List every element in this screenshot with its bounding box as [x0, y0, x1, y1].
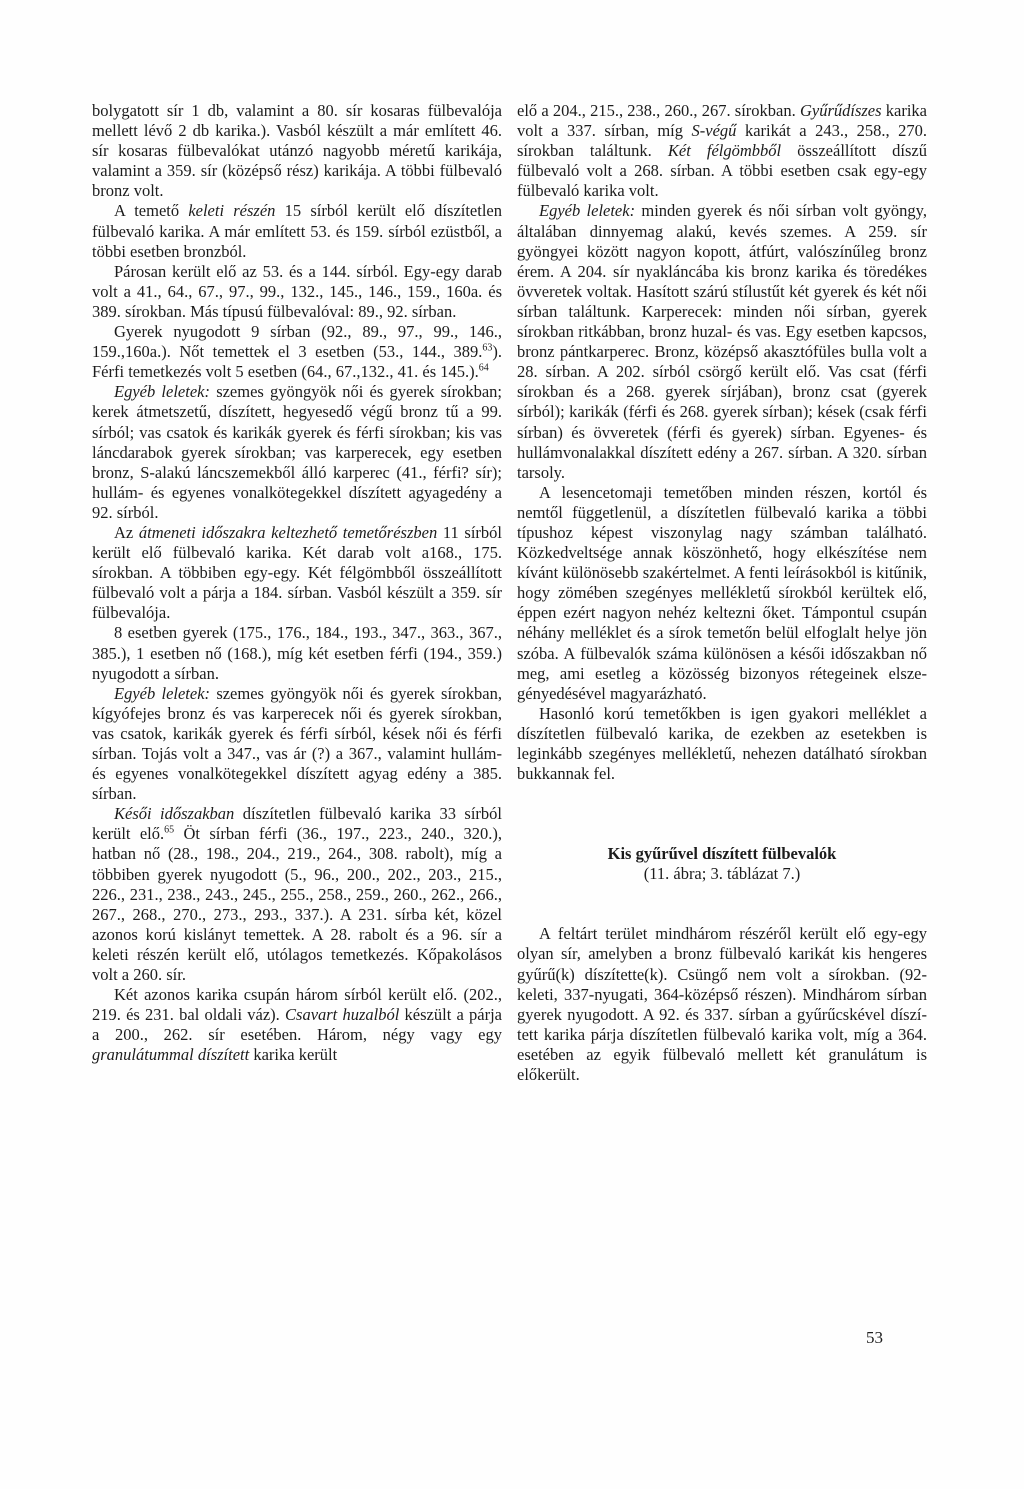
paragraph: Párosan került elő az 53. és a 144. sírból. Egy-egy darab volt a 41., 64., 67., 97., 99., 132., 145., 146., 159., 160a. és 389. sírokban. Más típusú fülbevalóval: 89., 92. sírban.	[92, 261, 502, 321]
footnote-ref[interactable]: 63	[482, 342, 493, 354]
spacer	[517, 884, 927, 924]
footnote-ref[interactable]: 65	[164, 824, 175, 836]
right-column	[517, 101, 927, 1085]
paragraph: Két azonos karika csupán három sírból került elő. (202., 219. és 231. bal oldali váz). Csavart huzalból készült a párja a 200., 262. sír esetében. Három, négy vagy egy granulátummal díszített karika került	[92, 985, 502, 1065]
section-reference: (11. ábra; 3. táblázat 7.)	[643, 864, 801, 884]
paragraph: bolygatott sír 1 db, valamint a 80. sír kosaras fülbevalója mellett lévő 2 db karika.). Vasból készült a már említett 46. sír kosaras fülbevalókat utánzó nagyobb méretű karikája, valamint a 359. sír (középső rész) karikája. A többi fülbevaló bronz volt.	[92, 101, 502, 201]
paragraph: Késői időszakban díszítetlen fülbevaló karika 33 sírból került elő.$^{65}$ Öt sírban férfi (36., 197., 223., 240., 320.), hatban nő (28., 198., 204., 219., 264., 308. rabolt), míg a többiben gyerek nyugodott (5., 96., 200., 202., 203., 215., 226., 231., 238., 243., 245., 255., 258., 259., 260., 262., 266., 267., 268., 270., 273., 293., 337.). A 231. sírba két, közel azonos korú kislányt temettek. A 28. rabolt és a 96. sír a keleti részén került elő, utólagos temetkezés. Kőpakolásos volt a 260. sír.	[92, 804, 502, 985]
paragraph: Egyéb leletek: minden gyerek és női sírban volt gyöngy, általában dinnyemag alakú, kevés szemes. A 259. sír gyöngyei között nagyon kopott, átfúrt, valószínűleg bronz érem. A 204. sír nyakláncába kis bronz karika és töredékes övveretek voltak. Hasított szárú stílustűt két gyerek és két női sírban találtunk. Karperecek: minden női sírban, gyerek sírokban ritkábban, bronz huzal- és vas. Egy esetben kapcsos, bronz pántkarperec. Bronz, középső akasztófüles bulla volt a 28. sírban. A 202. sírból csörgő került elő. Vas csat (férfi sírokban és a 268. gyerek sírjában), bronz csat (gyerek sírból); karikák (férfi és 268. gyerek sírban); kések (csak férfi sírban) és övveretek (férfi és gyerek) sírban. Egyenes- és hullámvonalakkal díszített edény a 267. sírban. A 320. sírban tarsoly.	[517, 201, 927, 482]
paragraph: A temető keleti részén 15 sírból került elő díszítetlen fülbevaló karika. A már említett 53. és 159. sírból ezüstből, a többi esetben bronzból.	[92, 201, 502, 261]
paragraph: elő a 204., 215., 238., 260., 267. sírokban. Gyűrűdíszes karika volt a 337. sírban, míg S-végű karikát a 243., 258., 270. sírokban találtunk. Két félgömbből összeállított díszű fülbevaló volt a 268. sírban. A többi esetben csak egy-egy fülbevaló karika volt.	[517, 101, 928, 201]
paragraph: Egyéb leletek: szemes gyöngyök női és gyerek sírokban, kígyófejes bronz és vas karperecek női és gyerek sírokban, vas csatok, karikák gyerek és férfi sírból, kések női és férfi sírban. Tojás volt a 347., vas ár (?) a 367., valamint hullám- és egyenes vonalkötegekkel díszített agyag edény a 385. sírban.	[92, 683, 502, 804]
paragraph: 8 esetben gyerek (175., 176., 184., 193., 347., 363., 367., 385.), 1 esetben nő (168.), míg két esetben férfi (194., 359.) nyugodott a sírban.	[92, 623, 502, 683]
paragraph: A lesencetomaji temetőben minden részen, kortól és nemtől függetlenül, a díszítetlen fülbevaló karika a többi típushoz képest viszonylag nagy számban található. Közkedveltsége annak köszönhető, hogy elkészítése nem kívánt különösebb szakértelmet. A fenti leírásokból is kitűnik, hogy zömében szegényes mellékletű sírokból kerültek elő, éppen ezért nagyon nehéz keltezni őket. Támpontul csupán néhány melléklet és a sírok temetőn belül elfoglalt helye jön szóba. A fülbevalók száma különösen a késői időszakban nő meg, ami esetleg a közösség bizonyos rétegeinek elszegényedésével magyarázható.	[517, 482, 927, 703]
paragraph: Hasonló korú temetőkben is igen gyakori melléklet a díszítetlen fülbevaló karika, de ezekben az esetekben is leginkább szegényes mellékletű, nehezen datálható sírokban bukkannak fel.	[517, 703, 927, 784]
spacer	[517, 784, 927, 844]
footnote-ref[interactable]: 64	[478, 362, 489, 374]
page-number: 53	[866, 1328, 883, 1347]
paragraph: Egyéb leletek: szemes gyöngyök női és gyerek sírokban; kerek átmetszetű, díszített, hegyesedő végű bronz tű a 99. sírból; vas csatok és karikák gyerek és férfi sírokban; kis vas láncdarabok gyerek sírokban; vas karperecek, egy esetben bronz, S-alakú láncszemekből álló karperec (41., férfi? sír); hullám- és egyenes vonalkötegekkel díszített agyagedény a 92. sírból.	[92, 382, 502, 522]
paragraph: A feltárt terület mindhárom részéről került elő egy-egy olyan sír, amelyben a bronz fülbevaló karikát kis hengeres gyűrű(k) díszítette(k). Csüngő nem volt a sírokban. (92-keleti, 337-nyugati, 364-középső részen). Mindhárom sírban gyerek nyugodott. A 92. és 337. sírban a gyűrűcskével díszített karika párja díszítetlen fülbevaló karika volt, míg a 364. esetében az egyik fülbevaló mellett két granulátum is előkerült.	[517, 924, 927, 1085]
paragraph: Az átmeneti időszakra keltezhető temetőrészben 11 sírból került elő fülbevaló karika. Két darab volt a168., 175. sírokban. A többiben egy-egy. Két félgömbből összeállított fülbevaló volt a párja a 184. sírban. Vasból készült a 359. sír fülbevalója.	[92, 522, 502, 623]
left-column	[92, 101, 502, 1066]
section-heading: Kis gyűrűvel díszített fülbevalók	[607, 844, 837, 864]
paragraph: Gyerek nyugodott 9 sírban (92., 89., 97., 99., 146., 159.,160a.). Nőt temettek el 3 esetben (53., 144., 389.63). Férfi temetkezés volt 5 esetben (64., 67.,132., 41. és 145.).$^{64}$	[92, 322, 502, 382]
